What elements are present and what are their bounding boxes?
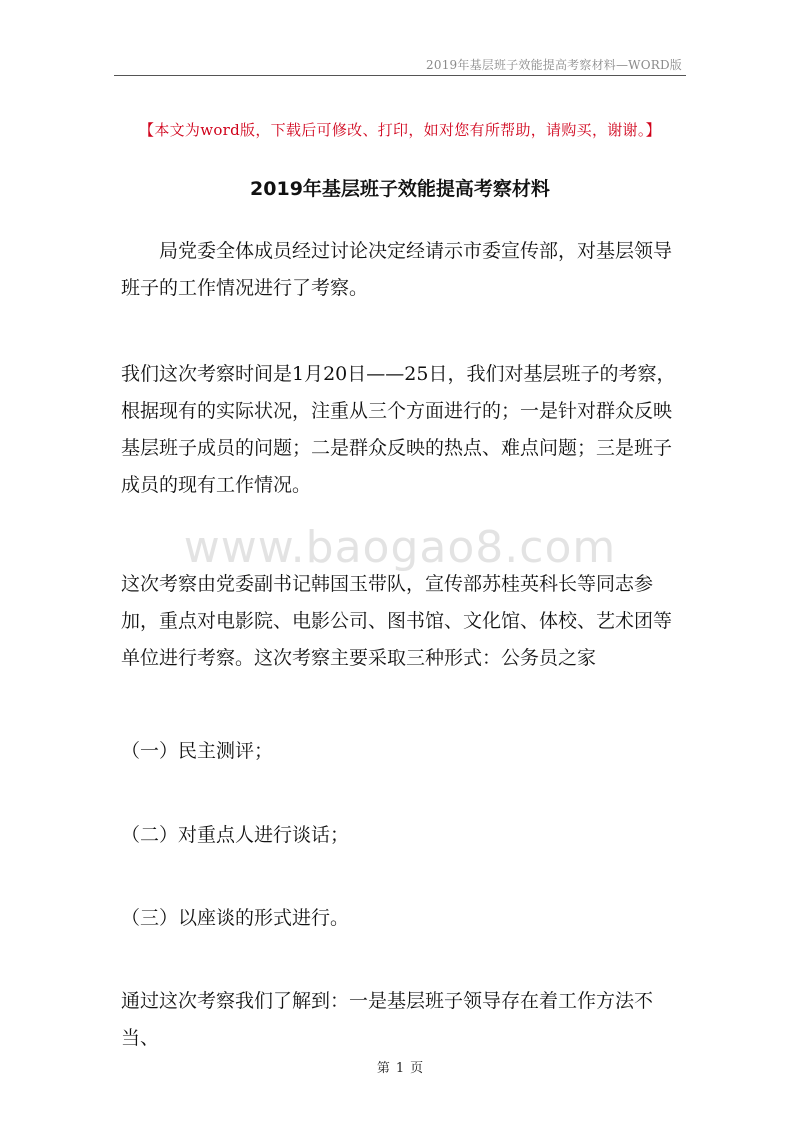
list-item-key-interviews: （二）对重点人进行谈话； xyxy=(121,824,350,846)
footer-suffix: 页 xyxy=(410,1061,424,1076)
list-item-symposium: （三）以座谈的形式进行。 xyxy=(121,907,350,929)
paragraph-intro: 局党委全体成员经过讨论决定经请示市委宣传部，对基层领导班子的工作情况进行了考察。 xyxy=(121,240,673,299)
header-divider xyxy=(114,75,686,76)
document-title: 2019年基层班子效能提高考察材料 xyxy=(250,178,550,200)
page-footer xyxy=(0,1057,800,1076)
paragraph-findings: 通过这次考察我们了解到：一是基层班子领导存在着工作方法不当、 xyxy=(121,990,654,1049)
running-header: 2019年基层班子效能提高考察材料—WORD版 xyxy=(426,58,682,72)
purchase-notice: 【本文为word版，下载后可修改、打印，如对您有所帮助，请购买，谢谢。】 xyxy=(139,121,661,139)
paragraph-team: 这次考察由党委副书记韩国玉带队，宣传部苏桂英科长等同志参加，重点对电影院、电影公司、图书馆、文化馆、体校、艺术团等单位进行考察。这次考察主要采取三种形式：公务员之家 xyxy=(121,573,673,669)
page-number: 1 xyxy=(395,1061,405,1076)
list-item-democratic-evaluation: （一）民主测评； xyxy=(121,740,274,762)
paragraph-time-scope: 我们这次考察时间是1月20日——25日，我们对基层班子的考察，根据现有的实际状况，注重从三个方面进行的；一是针对群众反映基层班子成员的问题；二是群众反映的热点、难点问题；三是班子成员的现有工作情况。 xyxy=(121,363,676,496)
footer-prefix: 第 xyxy=(376,1061,390,1076)
site-watermark: www.baogao8.com xyxy=(183,522,617,573)
